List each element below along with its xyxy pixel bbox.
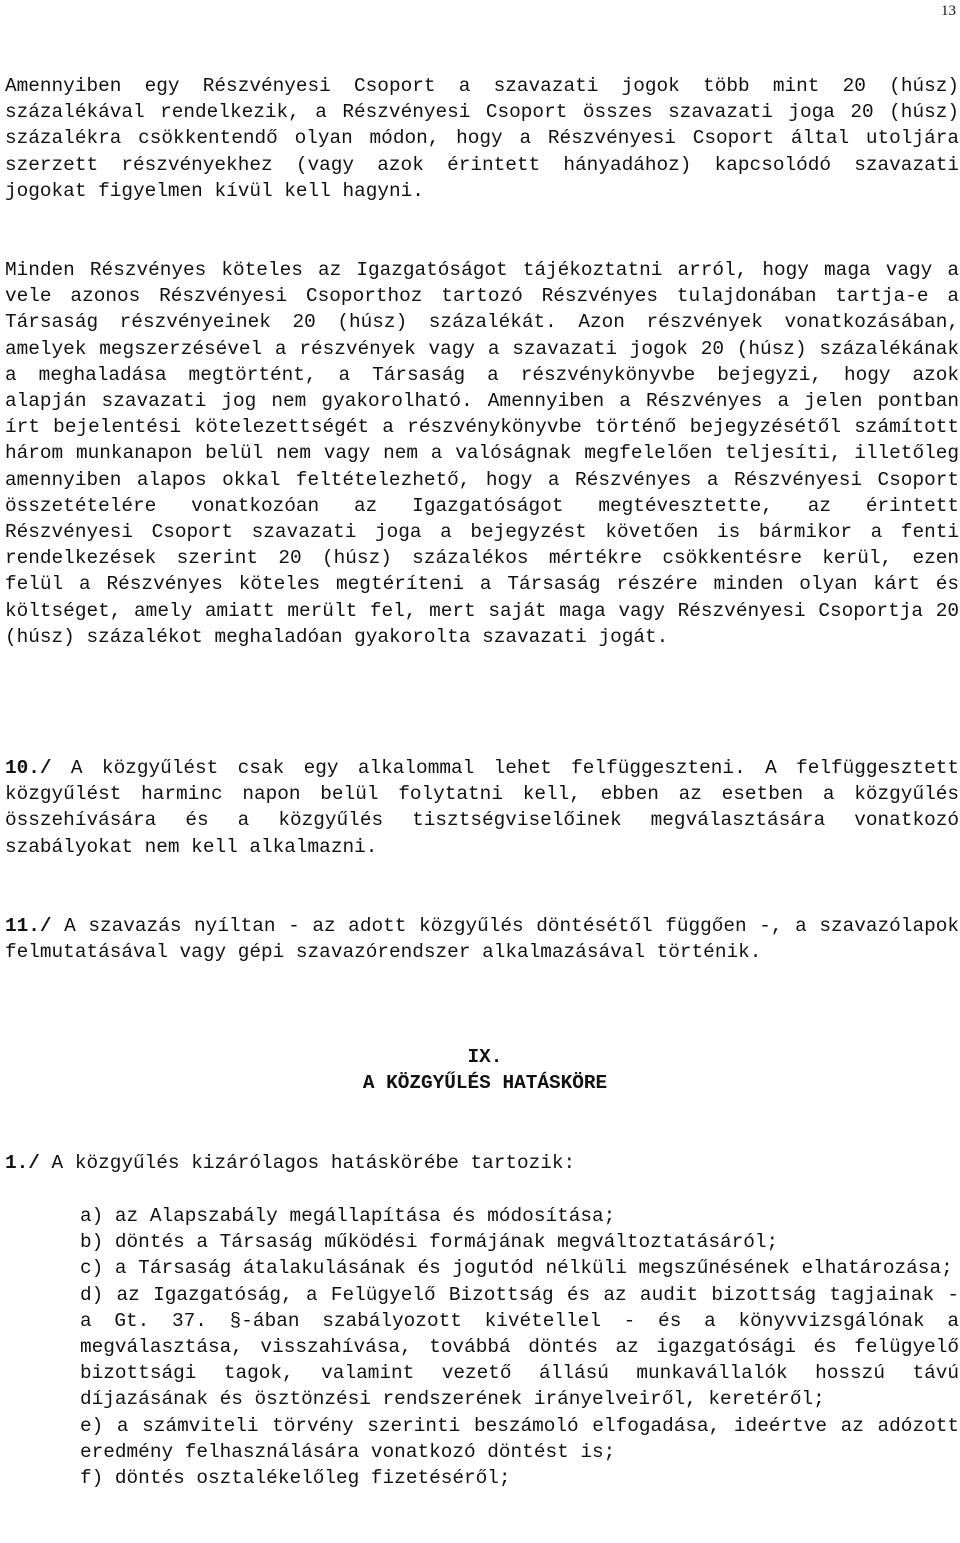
paragraph-section-1 bbox=[5, 1150, 959, 1176]
section-11-text: A szavazás nyíltan - az adott közgyűlés döntésétől függően -, a szavazólapok felmutatásával vagy gépi szavazórendszer alkalmazásával történik. bbox=[5, 915, 959, 964]
competence-list bbox=[80, 1203, 959, 1491]
paragraph-notification-duty: Minden Részvényes köteles az Igazgatóságot tájékoztatni arról, hogy maga vagy a vele azonos Részvényesi Csoporthoz tartozó Részvényes tulajdonában tartja-e a Társaság részvényeinek 20 (húsz) százalékát. Azon részvények vonatkozásában, amelyek megszerzésével a részvények vagy a szavazati jogok 20 (húsz) százalékának a meghaladása megtörtént, a Társaság a részvénykönyvbe bejegyzi, hogy azok alapján szavazati jog nem gyakorolható. Amennyiben a Részvényes a jelen pontban írt bejelentési kötelezettségét a részvénykönyvbe történő bejegyzésétől számított három munkanapon belül nem vagy nem a valóságnak megfelelően teljesíti, illetőleg amennyiben alapos okkal feltételezhető, hogy a Részvényes a Részvényesi Csoport összetételére vonatkozóan az Igazgatóságot megtévesztette, az érintett Részvényesi Csoport szavazati joga a bejegyzést követően is bármikor a fenti rendelkezések szerint 20 (húsz) százalékos mértékre csökkentésre kerül, ezen felül a Részvényes köteles megtéríteni a Társaság részére minden olyan kárt és költséget, amely amiatt merült fel, mert saját maga vagy Részvényesi Csoportja 20 (húsz) százalékot meghaladóan gyakorolta szavazati jogát. bbox=[5, 259, 959, 648]
chapter-title: A KÖZGYŰLÉS HATÁSKÖRE bbox=[362, 1072, 608, 1094]
section-number-1: 1./ bbox=[5, 1152, 40, 1174]
paragraph-voting-cap: Amennyiben egy Részvényesi Csoport a szavazati jogok több mint 20 (húsz) százalékával rendelkezik, a Részvényesi Csoport összes szavazati joga 20 (húsz) százalékra csökkentendő olyan módon, hogy a Részvényesi Csoport által utoljára szerzett részvényekhez (vagy azok érintett hányadához) kapcsolódó szavazati jogokat figyelmen kívül kell hagyni. bbox=[5, 75, 959, 202]
list-item: b) döntés a Társaság működési formájának megváltoztatásáról; bbox=[80, 1231, 779, 1254]
section-number-10: 10./ bbox=[5, 757, 52, 779]
list-item: c) a Társaság átalakulásának és jogutód nélküli megszűnésének elhatározása; bbox=[80, 1257, 953, 1280]
list-item: e) a számviteli törvény szerinti beszámoló elfogadása, ideértve az adózott eredmény felhasználására vonatkozó döntést is; bbox=[80, 1414, 959, 1463]
paragraph-section-10 bbox=[5, 755, 959, 860]
list-item: a) az Alapszabály megállapítása és módosítása; bbox=[80, 1205, 616, 1227]
chapter-number: IX. bbox=[467, 1046, 503, 1068]
paragraph-section-11 bbox=[5, 913, 959, 965]
section-number-11: 11./ bbox=[5, 915, 52, 937]
section-1-text: A közgyűlés kizárólagos hatáskörébe tartozik: bbox=[39, 1152, 576, 1174]
page-number: 13 bbox=[941, 3, 956, 19]
list-item: f) döntés osztalékelőleg fizetéséről; bbox=[80, 1467, 511, 1490]
section-10-text: A közgyűlést csak egy alkalommal lehet felfüggeszteni. A felfüggesztett közgyűlést harminc napon belül folytatni kell, ebben az esetben a közgyűlés összehívására és a közgyűlés tisztségviselőinek megválasztására vonatkozó szabályokat nem kell alkalmazni. bbox=[5, 757, 959, 858]
list-item: d) az Igazgatóság, a Felügyelő Bizottság és az audit bizottság tagjainak - a Gt. 37. §-ában szabályozott kivétellel - és a könyvvizsgálónak a megválasztása, visszahívása, továbbá döntés az igazgatósági és felügyelő bizottsági tagok, valamint vezető állású munkavállalók hosszú távú díjazásának és ösztönzési rendszerének irányelveiről, keretéről; bbox=[80, 1283, 959, 1411]
